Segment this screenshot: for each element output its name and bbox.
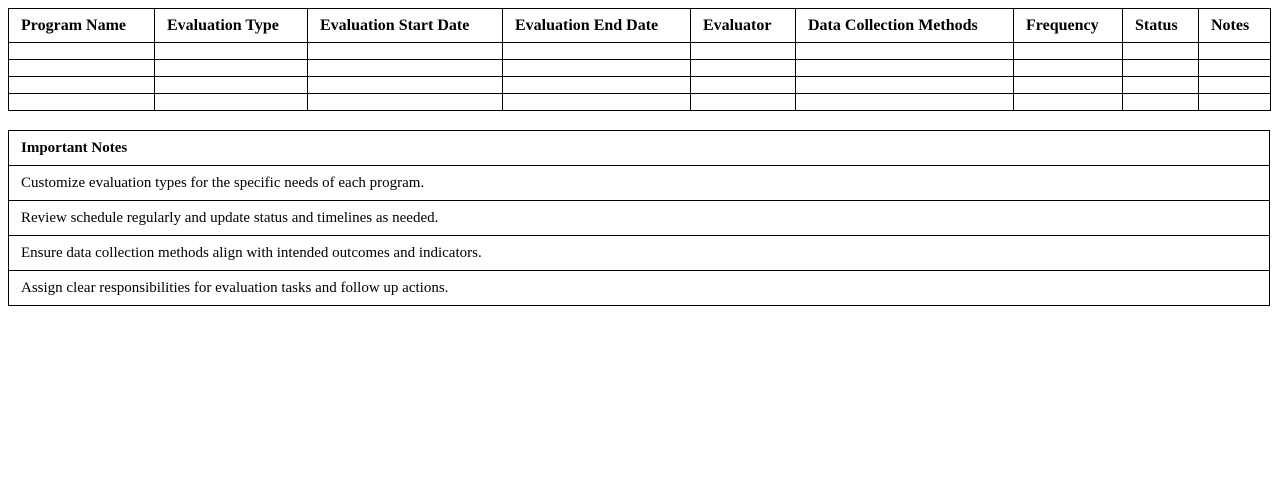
table-cell[interactable]: [308, 60, 503, 77]
table-cell[interactable]: [9, 94, 155, 111]
header-evaluation-end-date: Evaluation End Date: [503, 9, 691, 43]
table-cell[interactable]: [155, 60, 308, 77]
table-cell[interactable]: [796, 60, 1014, 77]
table-cell[interactable]: [691, 94, 796, 111]
table-cell[interactable]: [796, 43, 1014, 60]
header-data-collection-methods: Data Collection Methods: [796, 9, 1014, 43]
table-cell[interactable]: [796, 77, 1014, 94]
header-evaluation-type: Evaluation Type: [155, 9, 308, 43]
table-cell[interactable]: [155, 77, 308, 94]
note-item: Ensure data collection methods align with intended outcomes and indicators.: [9, 236, 1270, 271]
table-cell[interactable]: [1199, 94, 1271, 111]
table-cell[interactable]: [1123, 77, 1199, 94]
evaluation-schedule-table: [8, 8, 1271, 111]
table-cell[interactable]: [9, 60, 155, 77]
table-cell[interactable]: [1014, 94, 1123, 111]
table-cell[interactable]: [1199, 43, 1271, 60]
table-cell[interactable]: [796, 94, 1014, 111]
header-program-name: Program Name: [9, 9, 155, 43]
table-cell[interactable]: [1014, 77, 1123, 94]
table-cell[interactable]: [308, 43, 503, 60]
table-cell[interactable]: [1014, 60, 1123, 77]
table-cell[interactable]: [1199, 60, 1271, 77]
table-cell[interactable]: [1123, 94, 1199, 111]
note-row: [9, 166, 1270, 201]
table-cell[interactable]: [503, 94, 691, 111]
note-item: Review schedule regularly and update status and timelines as needed.: [9, 201, 1270, 236]
table-row: [9, 43, 1271, 60]
header-status: Status: [1123, 9, 1199, 43]
notes-heading-row: [9, 131, 1270, 166]
important-notes-table: [8, 130, 1270, 306]
table-cell[interactable]: [308, 94, 503, 111]
note-row: [9, 201, 1270, 236]
notes-heading: Important Notes: [9, 131, 1270, 166]
table-cell[interactable]: [691, 43, 796, 60]
table-cell[interactable]: [155, 94, 308, 111]
table-row: [9, 77, 1271, 94]
table-cell[interactable]: [691, 60, 796, 77]
table-row: [9, 94, 1271, 111]
table-cell[interactable]: [1199, 77, 1271, 94]
header-evaluation-start-date: Evaluation Start Date: [308, 9, 503, 43]
note-item: Customize evaluation types for the specific needs of each program.: [9, 166, 1270, 201]
table-cell[interactable]: [308, 77, 503, 94]
table-cell[interactable]: [1123, 43, 1199, 60]
note-row: [9, 236, 1270, 271]
table-cell[interactable]: [9, 43, 155, 60]
header-notes: Notes: [1199, 9, 1271, 43]
table-cell[interactable]: [9, 77, 155, 94]
note-row: [9, 271, 1270, 306]
table-row: [9, 60, 1271, 77]
table-header-row: [9, 9, 1271, 43]
header-evaluator: Evaluator: [691, 9, 796, 43]
header-frequency: Frequency: [1014, 9, 1123, 43]
table-cell[interactable]: [1014, 43, 1123, 60]
table-cell[interactable]: [1123, 60, 1199, 77]
table-cell[interactable]: [691, 77, 796, 94]
table-cell[interactable]: [503, 77, 691, 94]
note-item: Assign clear responsibilities for evaluation tasks and follow up actions.: [9, 271, 1270, 306]
table-cell[interactable]: [503, 60, 691, 77]
table-cell[interactable]: [503, 43, 691, 60]
table-cell[interactable]: [155, 43, 308, 60]
